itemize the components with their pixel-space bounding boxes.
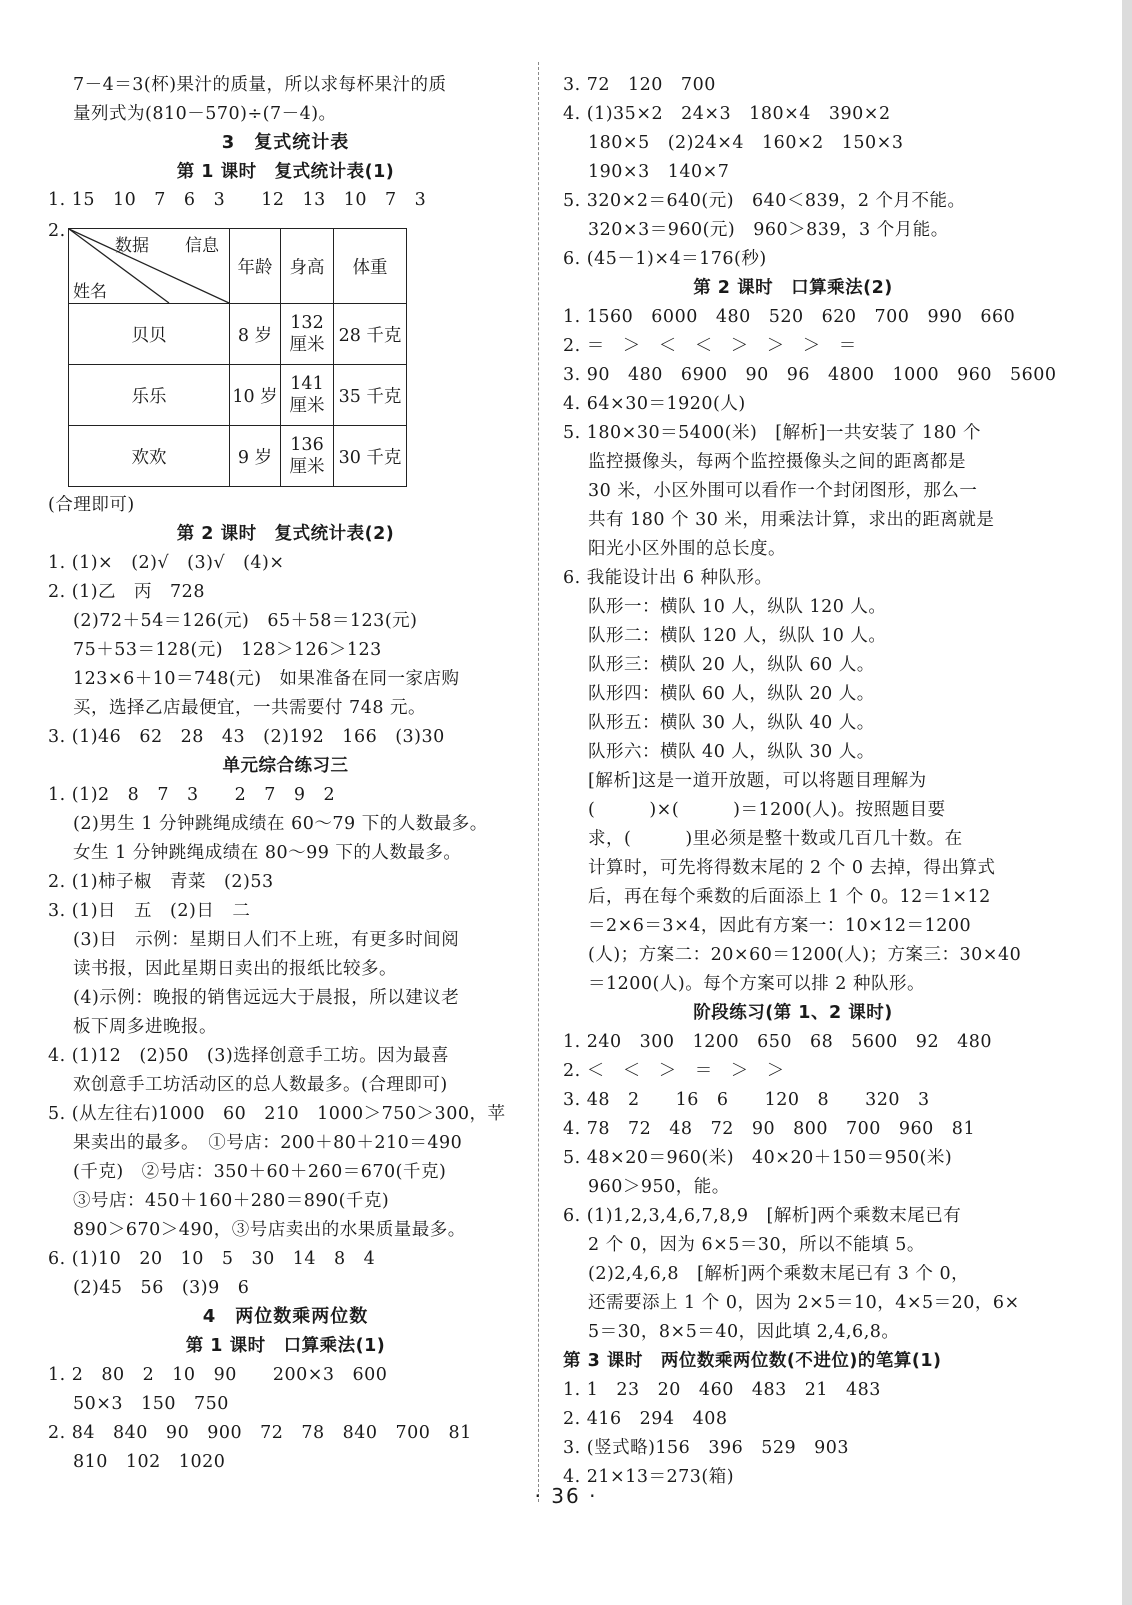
answer-line: 后，再在每个乘数的后面添上 1 个 0。12＝1×12 bbox=[588, 887, 991, 907]
answer-line: 190×3 140×7 bbox=[588, 162, 730, 182]
answer-line: 1. 15 10 7 6 3 12 13 10 7 3 bbox=[48, 190, 427, 210]
answer-line: 320×3＝960(元) 960＞839，3 个月能。 bbox=[588, 220, 949, 240]
answer-line: ＝1200(人)。每个方案可以排 2 种队形。 bbox=[588, 974, 925, 994]
text-line: 7－4＝3(杯)果汁的质量，所以求每杯果汁的质 bbox=[73, 75, 447, 95]
lesson-title: 第 2 课时 复式统计表(2) bbox=[176, 524, 395, 544]
table-row bbox=[69, 426, 407, 487]
cell-height bbox=[281, 304, 334, 365]
answer-line: 买，选择乙店最便宜，一共需要付 748 元。 bbox=[73, 698, 427, 718]
answer-line: 还需要添上 1 个 0，因为 2×5＝10，4×5＝20，6× bbox=[588, 1293, 1020, 1313]
answer-line: 4. 21×13＝273(箱) bbox=[563, 1467, 735, 1487]
answer-line: 1. 1560 6000 480 520 620 700 990 660 bbox=[563, 307, 1016, 327]
column-header-height: 身高 bbox=[281, 229, 334, 304]
lesson-title: 阶段练习(第 1、2 课时) bbox=[693, 1003, 893, 1023]
lesson-title: 第 3 课时 两位数乘两位数(不进位)的笔算(1) bbox=[563, 1351, 942, 1371]
answer-line: 6. (45－1)×4＝176(秒) bbox=[563, 249, 767, 269]
text-line: 量列式为(810－570)÷(7－4)。 bbox=[73, 104, 337, 124]
page-number-value: 36 bbox=[551, 1484, 581, 1508]
height-unit: 厘米 bbox=[289, 396, 325, 416]
answer-line: 4. 78 72 48 72 90 800 700 960 81 bbox=[563, 1119, 976, 1139]
lesson-title: 第 1 课时 口算乘法(1) bbox=[185, 1336, 386, 1356]
answer-line: 2 个 0，因为 6×5＝30，所以不能填 5。 bbox=[588, 1235, 925, 1255]
answer-line: 3. (竖式略)156 396 529 903 bbox=[563, 1438, 850, 1458]
cell-age: 10 岁 bbox=[230, 365, 281, 426]
answer-line: 队形二：横队 120 人，纵队 10 人。 bbox=[588, 626, 887, 646]
section-title: 4 两位数乘两位数 bbox=[202, 1306, 369, 1327]
answer-line: 2. bbox=[48, 221, 66, 241]
lesson-title: 第 1 课时 复式统计表(1) bbox=[176, 162, 395, 182]
answer-line: 1. 1 23 20 460 483 21 483 bbox=[563, 1380, 881, 1400]
table-row bbox=[69, 365, 407, 426]
height-number: 136 bbox=[290, 435, 324, 455]
row-name: 欢欢 bbox=[69, 426, 230, 487]
answer-line: 5. 320×2＝640(元) 640＜839，2 个月不能。 bbox=[563, 191, 966, 211]
answer-line: 监控摄像头，每两个监控摄像头之间的距离都是 bbox=[588, 452, 966, 472]
header-label-data: 数据 bbox=[115, 236, 149, 256]
cell-age: 9 岁 bbox=[230, 426, 281, 487]
answer-line: 4. (1)35×2 24×3 180×4 390×2 bbox=[563, 104, 891, 124]
column-header-weight: 体重 bbox=[334, 229, 407, 304]
answer-line: 2. ＝ ＞ ＜ ＜ ＞ ＞ ＞ ＝ bbox=[563, 336, 857, 356]
answer-line: ＝2×6＝3×4，因此有方案一：10×12＝1200 bbox=[588, 916, 972, 936]
answer-line: 2. 416 294 408 bbox=[563, 1409, 728, 1429]
page-number: · 36 · bbox=[534, 1484, 598, 1508]
section-title: 单元综合练习三 bbox=[222, 756, 349, 776]
answer-line: 810 102 1020 bbox=[73, 1452, 226, 1472]
answer-line: [解析]这是一道开放题，可以将题目理解为 bbox=[588, 771, 927, 791]
answer-line: 6. (1)10 20 10 5 30 14 8 4 bbox=[48, 1249, 376, 1269]
height-unit: 厘米 bbox=[289, 335, 325, 355]
answer-line: 阳光小区外围的总长度。 bbox=[588, 539, 786, 559]
height-number: 141 bbox=[290, 374, 324, 394]
answer-line: 3. (1)日 五 (2)日 二 bbox=[48, 901, 251, 921]
answer-line: 队形五：横队 30 人，纵队 40 人。 bbox=[588, 713, 875, 733]
answer-line: 5. 180×30＝5400(米) [解析]一共安装了 180 个 bbox=[563, 423, 981, 443]
cell-height bbox=[281, 365, 334, 426]
answer-line: 5. (从左往右)1000 60 210 1000＞750＞300，苹 bbox=[48, 1104, 506, 1124]
cell-weight: 30 千克 bbox=[334, 426, 407, 487]
answer-line: 3. 90 480 6900 90 96 4800 1000 960 5600 bbox=[563, 365, 1057, 385]
answer-line: (2)2,4,6,8 [解析]两个乘数末尾已有 3 个 0， bbox=[588, 1264, 970, 1284]
answer-line: 75＋53＝128(元) 128＞126＞123 bbox=[73, 640, 382, 660]
answer-line: 2. (1)柿子椒 青菜 (2)53 bbox=[48, 872, 274, 892]
answer-line: 欢创意手工坊活动区的总人数最多。(合理即可) bbox=[73, 1075, 448, 1095]
answer-line: (2)男生 1 分钟跳绳成绩在 60～79 下的人数最多。 bbox=[73, 814, 488, 834]
answer-note: (合理即可) bbox=[48, 495, 135, 515]
answer-line: 6. (1)1,2,3,4,6,7,8,9 [解析]两个乘数末尾已有 bbox=[563, 1206, 962, 1226]
cell-weight: 35 千克 bbox=[334, 365, 407, 426]
answer-line: 1. 240 300 1200 650 68 5600 92 480 bbox=[563, 1032, 992, 1052]
answer-line: 1. (1)× (2)√ (3)√ (4)× bbox=[48, 553, 285, 573]
answer-line: 队形三：横队 20 人，纵队 60 人。 bbox=[588, 655, 875, 675]
answer-line: 计算时，可先将得数末尾的 2 个 0 去掉，得出算式 bbox=[588, 858, 996, 878]
answer-line: 180×5 (2)24×4 160×2 150×3 bbox=[588, 133, 904, 153]
answer-line: 队形四：横队 60 人，纵队 20 人。 bbox=[588, 684, 875, 704]
cell-age: 8 岁 bbox=[230, 304, 281, 365]
answer-line: 果卖出的最多。 ①号店：200＋80＋210＝490 bbox=[73, 1133, 463, 1153]
answer-line: ③号店：450＋160＋280＝890(千克) bbox=[73, 1191, 390, 1211]
answer-line: 3. 72 120 700 bbox=[563, 75, 716, 95]
answer-line: 1. 2 80 2 10 90 200×3 600 bbox=[48, 1365, 388, 1385]
answer-line: 30 米，小区外围可以看作一个封闭图形，那么一 bbox=[588, 481, 978, 501]
answer-line: 女生 1 分钟跳绳成绩在 80～99 下的人数最多。 bbox=[73, 843, 462, 863]
height-number: 132 bbox=[290, 313, 324, 333]
answer-line: (2)45 56 (3)9 6 bbox=[73, 1278, 250, 1298]
page-edge-shadow bbox=[1122, 0, 1132, 1605]
cell-height bbox=[281, 426, 334, 487]
column-header-age: 年龄 bbox=[230, 229, 281, 304]
answer-line: 板下周多进晚报。 bbox=[73, 1017, 217, 1037]
answer-line: 890＞670＞490，③号店卖出的水果质量最多。 bbox=[73, 1220, 466, 1240]
answer-line: 3. (1)46 62 28 43 (2)192 166 (3)30 bbox=[48, 727, 445, 747]
answer-line: 1. (1)2 8 7 3 2 7 9 2 bbox=[48, 785, 336, 805]
answer-line: (4)示例：晚报的销售远远大于晨报，所以建议老 bbox=[73, 988, 460, 1008]
height-unit: 厘米 bbox=[289, 457, 325, 477]
header-label-info: 信息 bbox=[185, 236, 219, 256]
compound-stats-table bbox=[68, 228, 407, 487]
answer-line: 3. 48 2 16 6 120 8 320 3 bbox=[563, 1090, 930, 1110]
answer-line: 队形一：横队 10 人，纵队 120 人。 bbox=[588, 597, 887, 617]
answer-line: 5＝30，8×5＝40，因此填 2,4,6,8。 bbox=[588, 1322, 900, 1342]
answer-line: (人)；方案二：20×60＝1200(人)；方案三：30×40 bbox=[588, 945, 1022, 965]
answer-line: 队形六：横队 40 人，纵队 30 人。 bbox=[588, 742, 875, 762]
answer-line: 50×3 150 750 bbox=[73, 1394, 229, 1414]
answer-line: ( )×( )＝1200(人)。按照题目要 bbox=[588, 800, 946, 820]
header-label-name: 姓名 bbox=[73, 282, 107, 302]
cell-weight: 28 千克 bbox=[334, 304, 407, 365]
column-divider bbox=[538, 62, 539, 1502]
answer-line: 2. ＜ ＜ ＞ ＝ ＞ ＞ bbox=[563, 1061, 785, 1081]
answer-line: 读书报，因此星期日卖出的报纸比较多。 bbox=[73, 959, 397, 979]
answer-line: 共有 180 个 30 米，用乘法计算，求出的距离就是 bbox=[588, 510, 995, 530]
answer-line: 6. 我能设计出 6 种队形。 bbox=[563, 568, 773, 588]
answer-line: 2. (1)乙 丙 728 bbox=[48, 582, 205, 602]
answer-line: (3)日 示例：星期日人们不上班，有更多时间阅 bbox=[73, 930, 460, 950]
lesson-title: 第 2 课时 口算乘法(2) bbox=[693, 278, 893, 298]
table-row bbox=[69, 304, 407, 365]
answer-line: 123×6＋10＝748(元) 如果准备在同一家店购 bbox=[73, 669, 460, 689]
answer-line: 2. 84 840 90 900 72 78 840 700 81 bbox=[48, 1423, 472, 1443]
row-name: 贝贝 bbox=[69, 304, 230, 365]
row-name: 乐乐 bbox=[69, 365, 230, 426]
table-diagonal-header bbox=[69, 229, 230, 304]
answer-line: 960＞950，能。 bbox=[588, 1177, 730, 1197]
answer-line: 4. 64×30＝1920(人) bbox=[563, 394, 746, 414]
answer-line: 4. (1)12 (2)50 (3)选择创意手工坊。因为最喜 bbox=[48, 1046, 450, 1066]
answer-line: (2)72＋54＝126(元) 65＋58＝123(元) bbox=[73, 611, 418, 631]
answer-line: 5. 48×20＝960(米) 40×20＋150＝950(米) bbox=[563, 1148, 953, 1168]
section-title: 3 复式统计表 bbox=[221, 132, 350, 153]
answer-line: (千克) ②号店：350＋60＋260＝670(千克) bbox=[73, 1162, 447, 1182]
answer-line: 求，( )里必须是整十数或几百几十数。在 bbox=[588, 829, 963, 849]
